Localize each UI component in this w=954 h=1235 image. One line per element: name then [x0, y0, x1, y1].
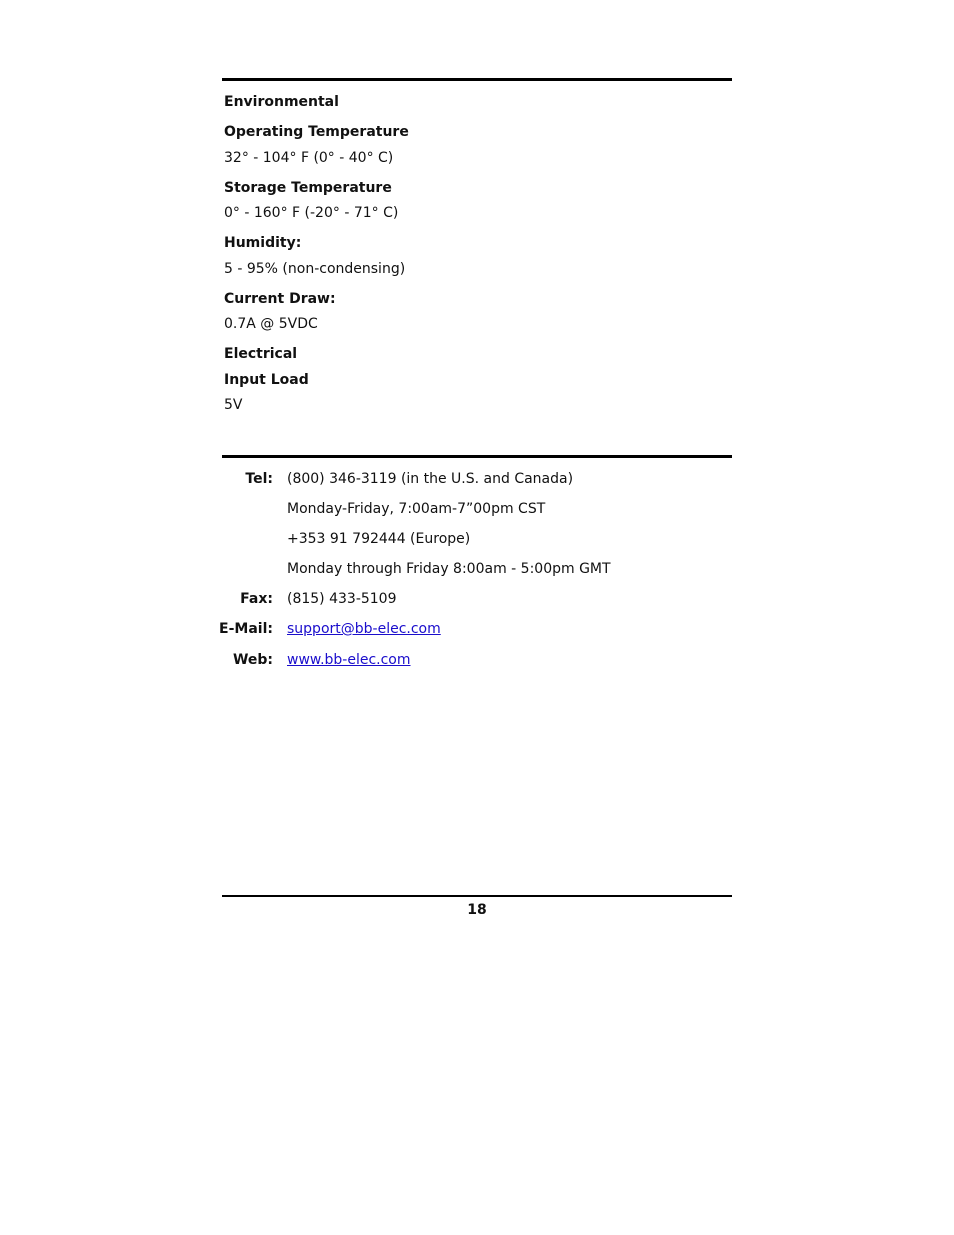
contact-divider	[222, 455, 732, 458]
tel-europe: +353 91 792444 (Europe)	[287, 531, 471, 547]
operating-temperature-value: 32° - 104° F (0° - 40° C)	[224, 150, 394, 166]
tel-us-canada: (800) 346-3119 (in the U.S. and Canada)	[287, 471, 574, 487]
web-row	[222, 649, 732, 671]
electrical-heading: Electrical	[224, 346, 298, 362]
footer-divider	[222, 895, 732, 897]
top-divider	[222, 78, 732, 81]
web-link[interactable]: www.bb-elec.com	[287, 652, 411, 668]
storage-temperature-label: Storage Temperature	[224, 180, 392, 196]
email-label: E-Mail:	[219, 621, 273, 637]
tel-label: Tel:	[245, 471, 273, 487]
fax-row	[222, 588, 732, 610]
email-row	[219, 618, 732, 640]
tel-us-hours: Monday-Friday, 7:00am-7”00pm CST	[287, 501, 546, 517]
current-draw-value: 0.7A @ 5VDC	[224, 316, 318, 332]
tel-europe-hours-row	[222, 558, 732, 580]
input-load-value: 5V	[224, 397, 243, 413]
email-link[interactable]: support@bb-elec.com	[287, 621, 441, 637]
input-load-label: Input Load	[224, 372, 309, 388]
humidity-label: Humidity:	[224, 235, 302, 251]
web-label: Web:	[232, 652, 273, 668]
tel-hours-row	[222, 498, 732, 520]
fax-label: Fax:	[240, 591, 273, 607]
tel-europe-row	[222, 528, 732, 550]
operating-temperature-label: Operating Temperature	[224, 124, 409, 140]
tel-europe-hours: Monday through Friday 8:00am - 5:00pm GMT	[287, 561, 611, 577]
storage-temperature-value: 0° - 160° F (-20° - 71° C)	[224, 205, 399, 221]
page-number: 18	[467, 902, 487, 918]
humidity-value: 5 - 95% (non-condensing)	[224, 261, 406, 277]
fax-value: (815) 433-5109	[287, 591, 397, 607]
current-draw-label: Current Draw:	[224, 291, 336, 307]
tel-row	[222, 468, 732, 490]
environmental-heading: Environmental	[224, 94, 339, 110]
